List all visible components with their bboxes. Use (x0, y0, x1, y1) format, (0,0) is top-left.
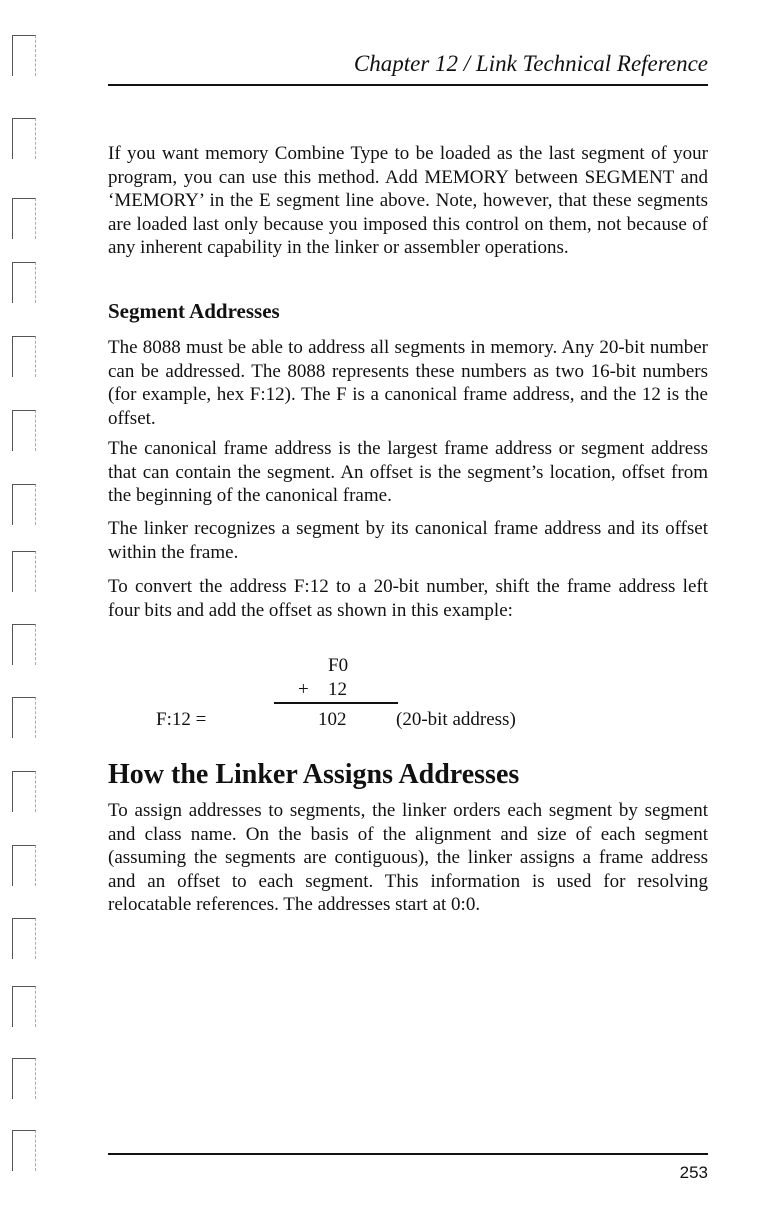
footer-rule (108, 1153, 708, 1155)
binder-mark (12, 771, 36, 812)
binder-mark (12, 845, 36, 886)
binder-mark (12, 1058, 36, 1099)
result-note: (20-bit address) (396, 709, 516, 730)
address-label: F:12 = (156, 709, 207, 730)
segment-paragraph-2: The canonical frame address is the largest frame address or segment address that can contain the segment. An offset is the segment’s location, offset from the beginning of the canonical frame. (108, 438, 708, 507)
binder-margin-marks (8, 0, 44, 1217)
binder-mark (12, 198, 36, 239)
how-linker-paragraph: To assign addresses to segments, the linker orders each segment by segment and class name. On the basis of the alignment and size of each segment (assuming the segments are contiguous), the linker assigns a frame address and an offset to each segment. This information is used for resolving relocatable references. The addresses start at 0:0. (108, 800, 708, 916)
result-value: 102 (318, 709, 347, 730)
plus-sign: + (298, 679, 309, 700)
binder-mark (12, 624, 36, 665)
binder-mark (12, 484, 36, 525)
operand-frame: F0 (328, 655, 349, 676)
binder-mark (12, 118, 36, 159)
page-number: 253 (679, 1163, 708, 1182)
segment-paragraph-4: To convert the address F:12 to a 20-bit number, shift the frame address left four bits and add the offset as shown in this example: (108, 576, 708, 621)
binder-mark (12, 697, 36, 738)
binder-mark (12, 336, 36, 377)
segment-paragraph-3: The linker recognizes a segment by its canonical frame address and its offset within the frame. (108, 518, 708, 563)
binder-mark (12, 410, 36, 451)
binder-mark (12, 986, 36, 1027)
binder-mark (12, 551, 36, 592)
header-rule (108, 84, 708, 86)
running-header: Chapter 12 / Link Technical Reference (353, 51, 708, 76)
segment-paragraph-1: The 8088 must be able to address all segments in memory. Any 20-bit number can be addressed. The 8088 represents these numbers as two 16-bit numbers (for example, hex F:12). The F is a canonical frame address, and the 12 is the offset. (108, 337, 708, 429)
binder-mark (12, 35, 36, 76)
binder-mark (12, 262, 36, 303)
section-heading-how-linker: How the Linker Assigns Addresses (108, 759, 520, 790)
intro-paragraph: If you want memory Combine Type to be loaded as the last segment of your program, you can use this method. Add MEMORY between SEGMENT and ‘MEMORY’ in the E segment line above. Note, however, that these segments are loaded last only because you imposed this control on them, not because of any inherent capability in the linker or assembler operations. (108, 143, 708, 259)
operand-offset: 12 (328, 679, 347, 700)
binder-mark (12, 1130, 36, 1171)
binder-mark (12, 918, 36, 959)
section-heading-segment-addresses: Segment Addresses (108, 299, 280, 323)
sum-rule (274, 702, 398, 704)
address-calculation-example (108, 652, 708, 736)
